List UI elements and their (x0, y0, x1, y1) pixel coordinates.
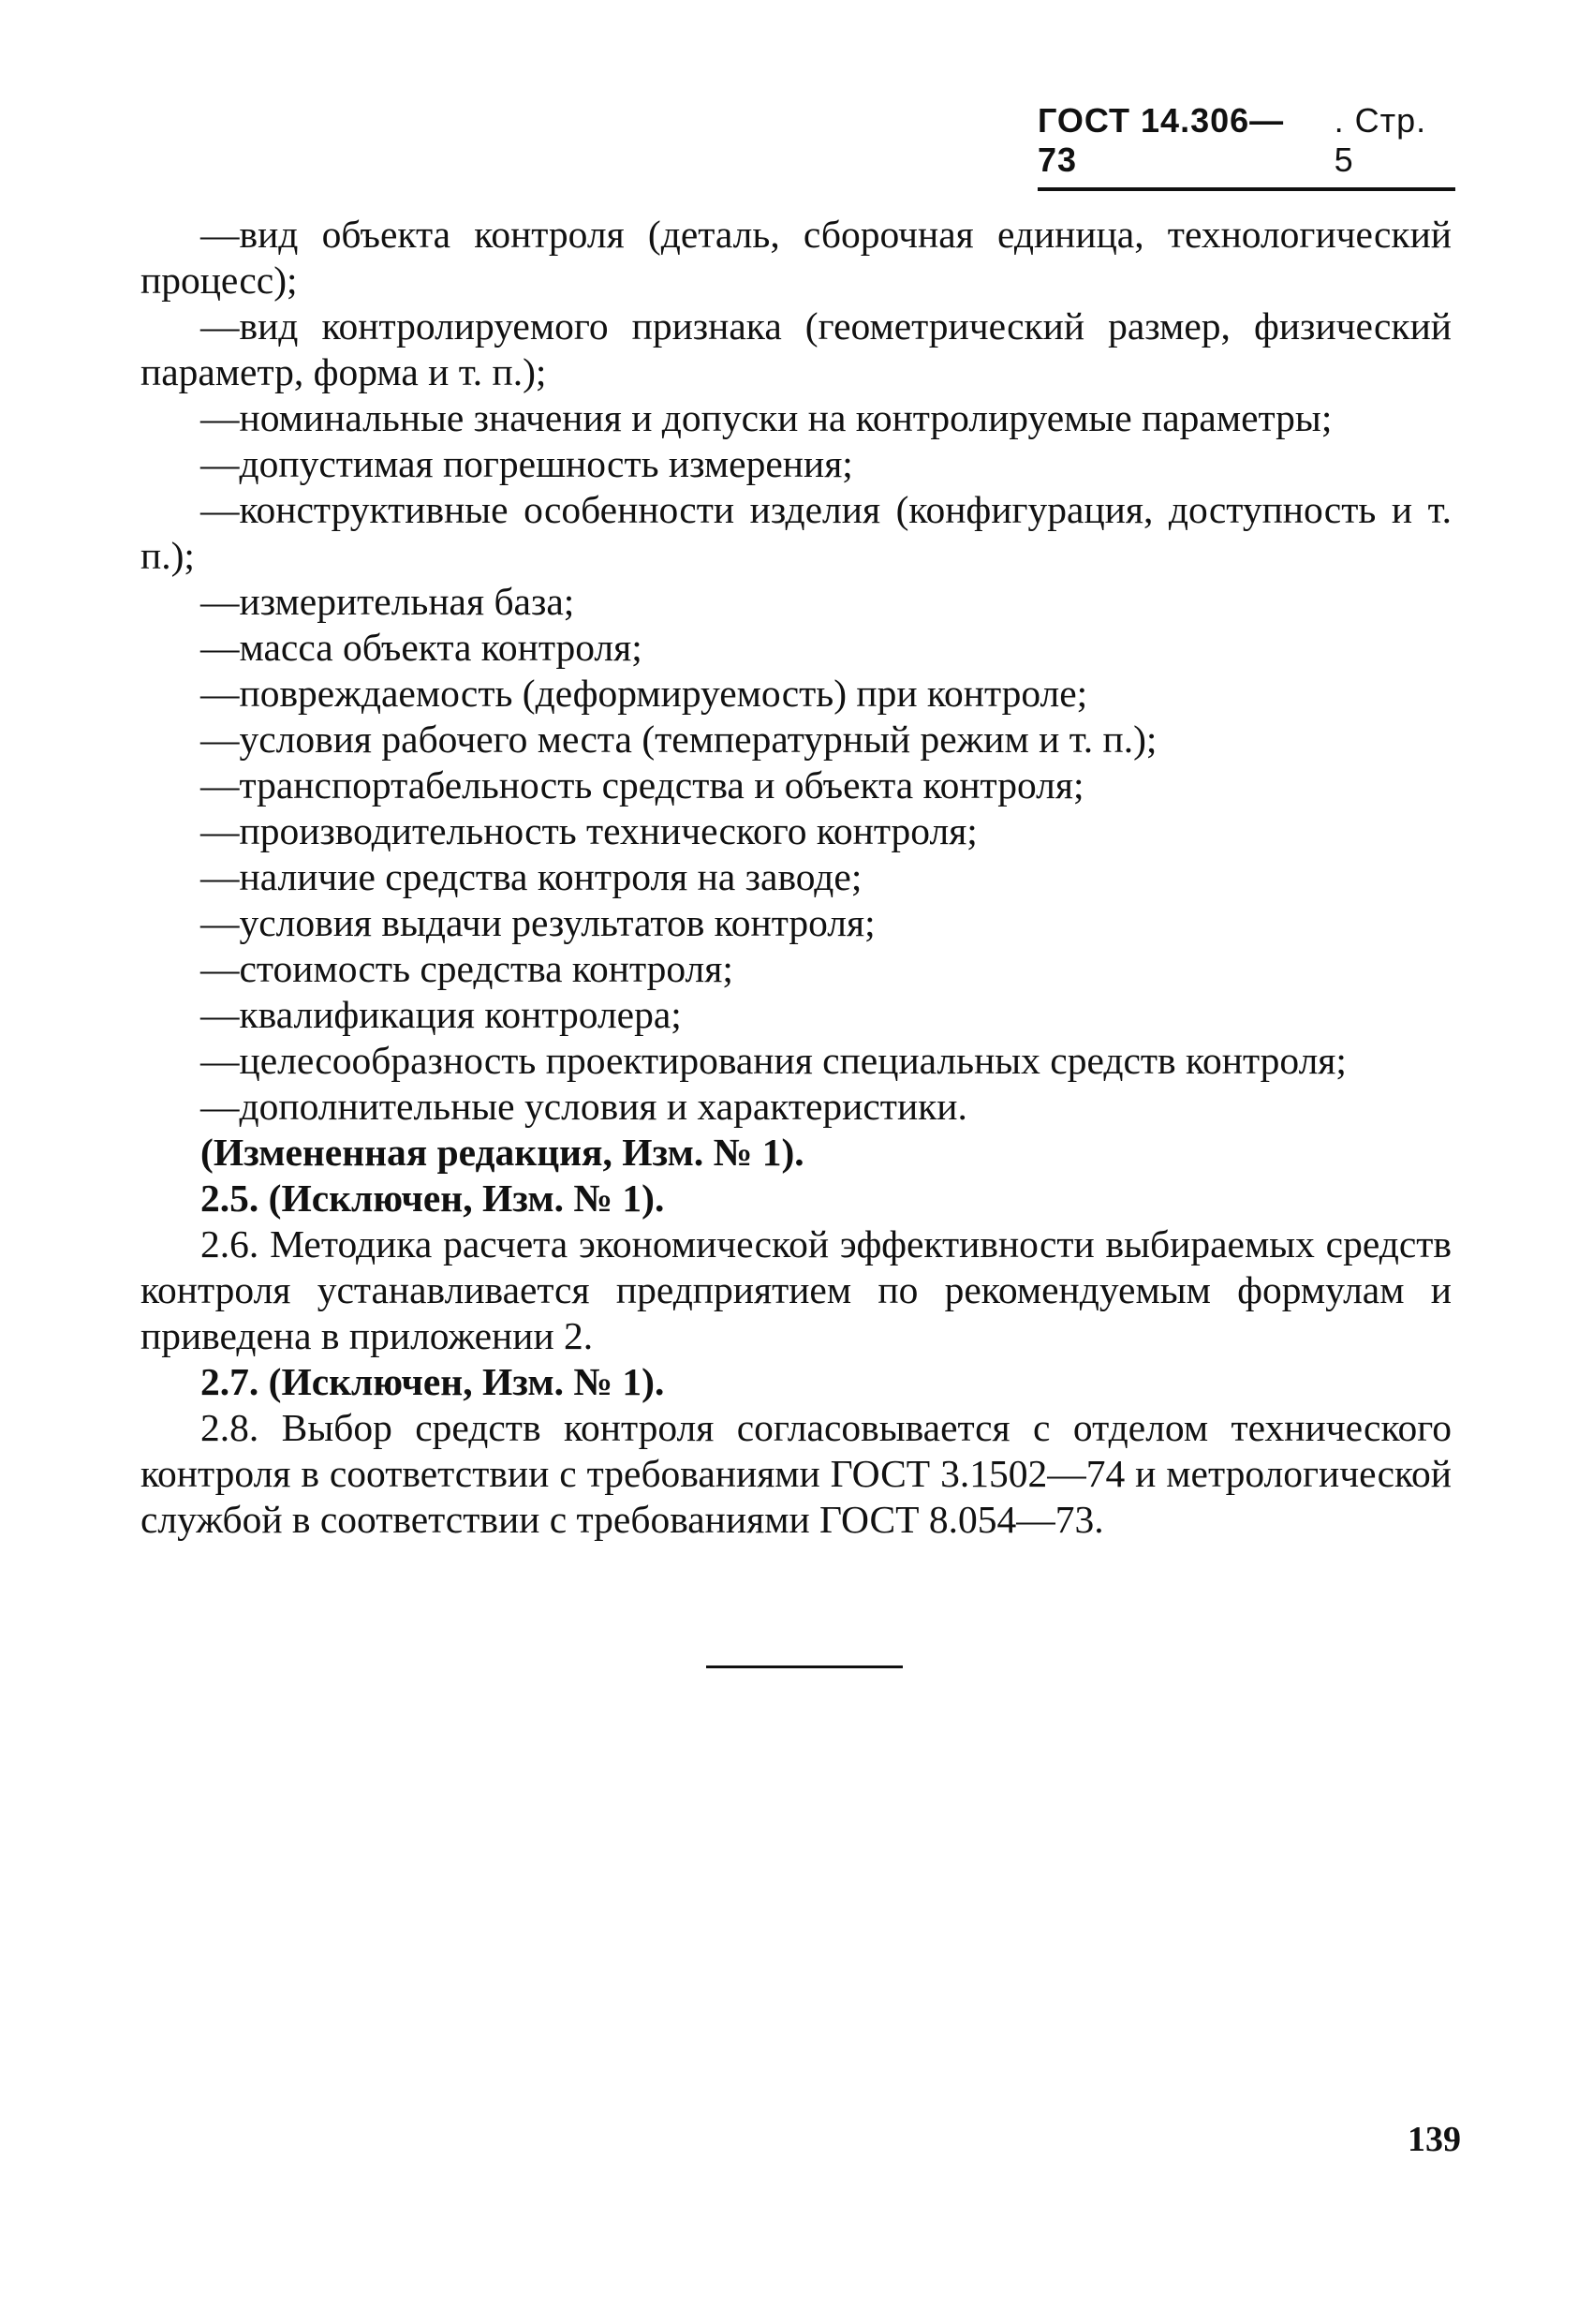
list-item: —масса объекта контроля; (200, 626, 642, 669)
list-item: —стоимость средства контроля; (200, 947, 733, 990)
list-item: —дополнительные условия и характеристики. (200, 1085, 967, 1128)
list-item: —условия рабочего места (температурный режим и т. п.); (200, 718, 1158, 761)
amendment-note: (Измененная редакция, Изм. № 1). (200, 1131, 804, 1174)
clause-2-8: 2.8. Выбор средств контроля согласовывается с отделом технического контроля в соответствии с требованиями ГОСТ 3.1502—74 и метрологической службой в соответствии с требованиями ГОСТ 8.054—73. (140, 1406, 1452, 1541)
clause-2-7: 2.7. (Исключен, Изм. № 1). (200, 1360, 665, 1403)
list-item: —наличие средства контроля на заводе; (200, 855, 863, 898)
list-item: —измерительная база; (200, 580, 575, 623)
main-text (140, 212, 1452, 1543)
section-divider (706, 1665, 903, 1668)
list-item: —конструктивные особенности изделия (конфигурация, доступность и т. п.); (140, 488, 1452, 577)
clause-2-6: 2.6. Методика расчета экономической эффективности выбираемых средств контроля устанавливается предприятием по рекомендуемым формулам и приведена в приложении 2. (140, 1222, 1452, 1357)
list-item: —вид контролируемого признака (геометрический размер, физический параметр, форма и т. п.); (140, 304, 1452, 393)
clause-2-5: 2.5. (Исключен, Изм. № 1). (200, 1177, 665, 1220)
list-item: —квалификация контролера; (200, 993, 682, 1036)
list-item: —повреждаемость (деформируемость) при контроле; (200, 672, 1088, 715)
page-number: 139 (1408, 2120, 1461, 2159)
list-item: —вид объекта контроля (деталь, сборочная единица, технологический процесс); (140, 213, 1452, 302)
list-item: —номинальные значения и допуски на контролируемые параметры; (200, 396, 1333, 439)
list-item: —условия выдачи результатов контроля; (200, 901, 876, 944)
running-header (1038, 101, 1455, 191)
standard-designation: ГОСТ 14.306—73 (1038, 101, 1285, 179)
list-item: —транспортабельность средства и объекта контроля; (200, 763, 1084, 807)
list-item: —допустимая погрешность измерения; (200, 442, 853, 485)
header-page-label: . Стр. 5 (1334, 101, 1427, 179)
list-item: —целесообразность проектирования специальных средств контроля; (200, 1039, 1347, 1082)
list-item: —производительность технического контроля; (200, 809, 978, 852)
